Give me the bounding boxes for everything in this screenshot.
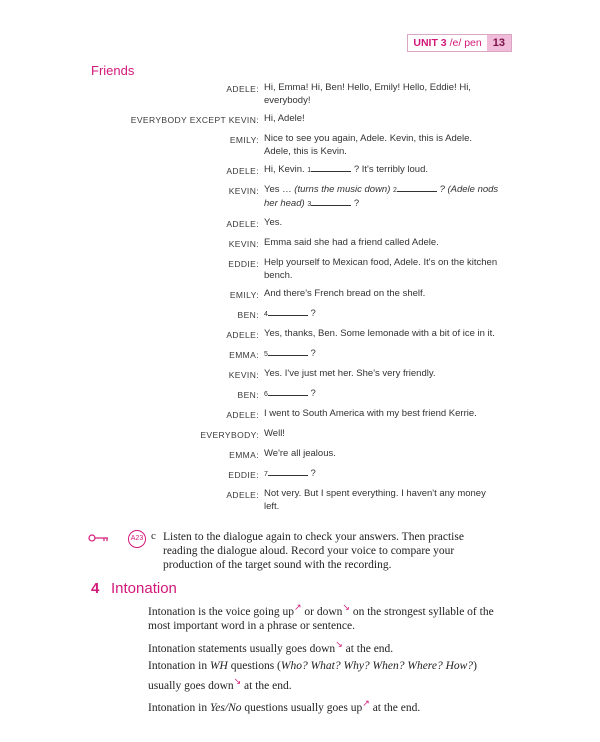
dialogue-line <box>0 112 600 127</box>
wh-term: WH <box>209 660 228 673</box>
blank-number: 1 <box>307 167 312 174</box>
speech <box>264 183 500 211</box>
text: at the end. <box>241 679 292 692</box>
speech <box>264 387 500 402</box>
answer-blank[interactable] <box>268 387 308 396</box>
text: at the end. <box>342 642 394 655</box>
blank-number: 6 <box>264 391 268 398</box>
speech-text: ? <box>310 348 316 359</box>
speech: Help yourself to Mexican food, Adele. It's on the kitchen bench. <box>264 257 498 281</box>
speech-text: ? <box>353 198 360 209</box>
speech: I went to South America with my best friend Kerrie. <box>264 408 477 419</box>
speech: Yes, thanks, Ben. Some lemonade with a bit of ice in it. <box>264 328 495 339</box>
speaker: ADELE: <box>226 410 259 420</box>
dialogue-line <box>0 487 600 513</box>
speaker: EMMA: <box>229 350 259 360</box>
speech: Well! <box>264 428 285 439</box>
text: or <box>301 605 317 618</box>
section-heading <box>91 580 177 597</box>
speaker: ADELE: <box>226 490 259 500</box>
speech-text: ? <box>310 388 316 399</box>
speech: Hi, Emma! Hi, Ben! Hello, Emily! Hello, Eddie! Hi, everybody! <box>264 82 471 106</box>
falling-arrow-icon: ↘ <box>342 602 350 612</box>
speech: Nice to see you again, Adele. Kevin, this is Adele. Adele, this is Kevin. <box>264 133 473 157</box>
dialogue-line <box>0 183 600 211</box>
speech: Emma said she had a friend called Adele. <box>264 237 439 248</box>
answer-blank[interactable] <box>311 163 351 172</box>
answer-blank[interactable] <box>311 197 351 206</box>
dialogue-line <box>0 216 600 231</box>
falling-arrow-icon: ↘ <box>233 675 242 686</box>
keyword-up: up <box>282 605 294 618</box>
speech <box>264 307 500 322</box>
answer-blank[interactable] <box>268 307 308 316</box>
dialogue-line <box>0 407 600 422</box>
dialogue-line <box>0 327 600 342</box>
text: on the strongest syllable of the most important word in a phrase or sentence. <box>148 605 494 633</box>
blank-number: 2 <box>393 187 397 194</box>
dialogue-line <box>0 307 600 322</box>
unit-number: UNIT 3 <box>413 37 447 49</box>
speaker: ADELE: <box>226 166 259 176</box>
speaker: BEN: <box>237 310 259 320</box>
dialogue-line <box>0 81 600 107</box>
speech: Yes. <box>264 217 283 228</box>
text: questions ( <box>227 660 281 673</box>
dialogue-line <box>0 236 600 251</box>
unit-phoneme: /e/ pen <box>449 37 482 49</box>
blank-number: 3 <box>307 201 312 208</box>
speech-text: Hi, Kevin. <box>264 164 305 175</box>
dialogue-line <box>0 367 600 382</box>
blank-number: 7 <box>264 471 268 478</box>
section-heading-title: Intonation <box>111 580 177 597</box>
speech-text: ? It's terribly loud. <box>353 164 428 175</box>
dialogue-line <box>0 427 600 442</box>
dialogue-line <box>0 256 600 282</box>
intonation-definition <box>148 600 508 634</box>
speech: Hi, Adele! <box>264 113 305 124</box>
page-header <box>407 34 512 52</box>
dialogue-line <box>0 387 600 402</box>
intonation-yes-no-questions <box>148 696 508 715</box>
dialogue-line <box>0 447 600 462</box>
text: Intonation is the voice going <box>148 605 283 618</box>
rising-arrow-icon: ↗ <box>362 697 370 708</box>
dialogue-line <box>0 163 600 178</box>
blank-number: 5 <box>264 351 268 358</box>
speaker: EDDIE: <box>228 259 259 269</box>
text: Intonation statements usually goes <box>148 642 310 655</box>
exercise-c <box>88 530 508 572</box>
speaker: KEVIN: <box>228 370 259 380</box>
rising-arrow-icon: ↗ <box>293 602 302 612</box>
speech: Not very. But I spent everything. I haven't any money left. <box>264 488 486 512</box>
intonation-statements <box>148 637 508 656</box>
keyword-down: down <box>309 642 336 655</box>
exercise-letter: c <box>151 530 156 542</box>
blank-number: 4 <box>264 311 268 318</box>
answer-blank[interactable] <box>397 183 437 192</box>
answer-blank[interactable] <box>268 347 308 356</box>
dialogue-line <box>0 287 600 302</box>
speech <box>264 163 500 178</box>
speech: We're all jealous. <box>264 448 336 459</box>
speaker: EVERYBODY EXCEPT KEVIN: <box>130 115 259 125</box>
dialogue-line <box>0 347 600 362</box>
speech: Yes. I've just met her. She's very friendly. <box>264 368 436 379</box>
intonation-notes <box>148 600 508 718</box>
stage-direction: (turns the music down) <box>294 184 391 195</box>
section-title: Friends <box>91 63 135 78</box>
speaker: EMMA: <box>229 450 259 460</box>
speech <box>264 467 500 482</box>
speaker: EVERYBODY: <box>200 430 259 440</box>
text: Intonation in <box>148 660 210 673</box>
audio-track-icon[interactable]: A23 <box>128 530 146 548</box>
wh-examples: Who? What? Why? When? Where? How? <box>280 660 474 673</box>
speaker: EMILY: <box>229 290 259 300</box>
keyword-down: down <box>208 679 234 692</box>
answer-blank[interactable] <box>268 467 308 476</box>
yes-no-term: Yes/No <box>209 701 242 714</box>
speech-text: Yes … <box>264 184 292 195</box>
dialogue-line <box>0 132 600 158</box>
falling-arrow-icon: ↘ <box>335 638 343 649</box>
key-icon <box>88 532 110 544</box>
speech: And there's French bread on the shelf. <box>264 288 426 299</box>
text: questions usually goes <box>241 701 351 714</box>
unit-label <box>408 35 486 51</box>
exercise-instructions: Listen to the dialogue again to check your answers. Then practise reading the dialogue aloud. Record your voice to compare your production of the target sound with the recording. <box>163 531 464 571</box>
page-number: 13 <box>487 35 511 51</box>
text: ) usually goes <box>148 660 477 692</box>
speaker: EMILY: <box>229 135 259 145</box>
speaker: ADELE: <box>226 330 259 340</box>
speech-text: ? <box>310 308 316 319</box>
speech <box>264 347 500 362</box>
speaker: BEN: <box>237 390 259 400</box>
speech-text: ? <box>310 468 316 479</box>
speaker: KEVIN: <box>228 186 259 196</box>
text: Intonation in <box>148 701 210 714</box>
keyword-down: down <box>316 605 343 618</box>
speaker: ADELE: <box>226 84 259 94</box>
stage-direction: ? (Adele nods her head) <box>264 184 499 209</box>
dialogue-line <box>0 467 600 482</box>
intonation-wh-questions <box>148 659 508 693</box>
keyword-up: up <box>350 701 363 714</box>
speaker: KEVIN: <box>228 239 259 249</box>
speaker: ADELE: <box>226 219 259 229</box>
section-number: 4 <box>91 580 100 597</box>
dialogue <box>0 81 600 518</box>
text: at the end. <box>369 701 421 714</box>
speaker: EDDIE: <box>228 470 259 480</box>
